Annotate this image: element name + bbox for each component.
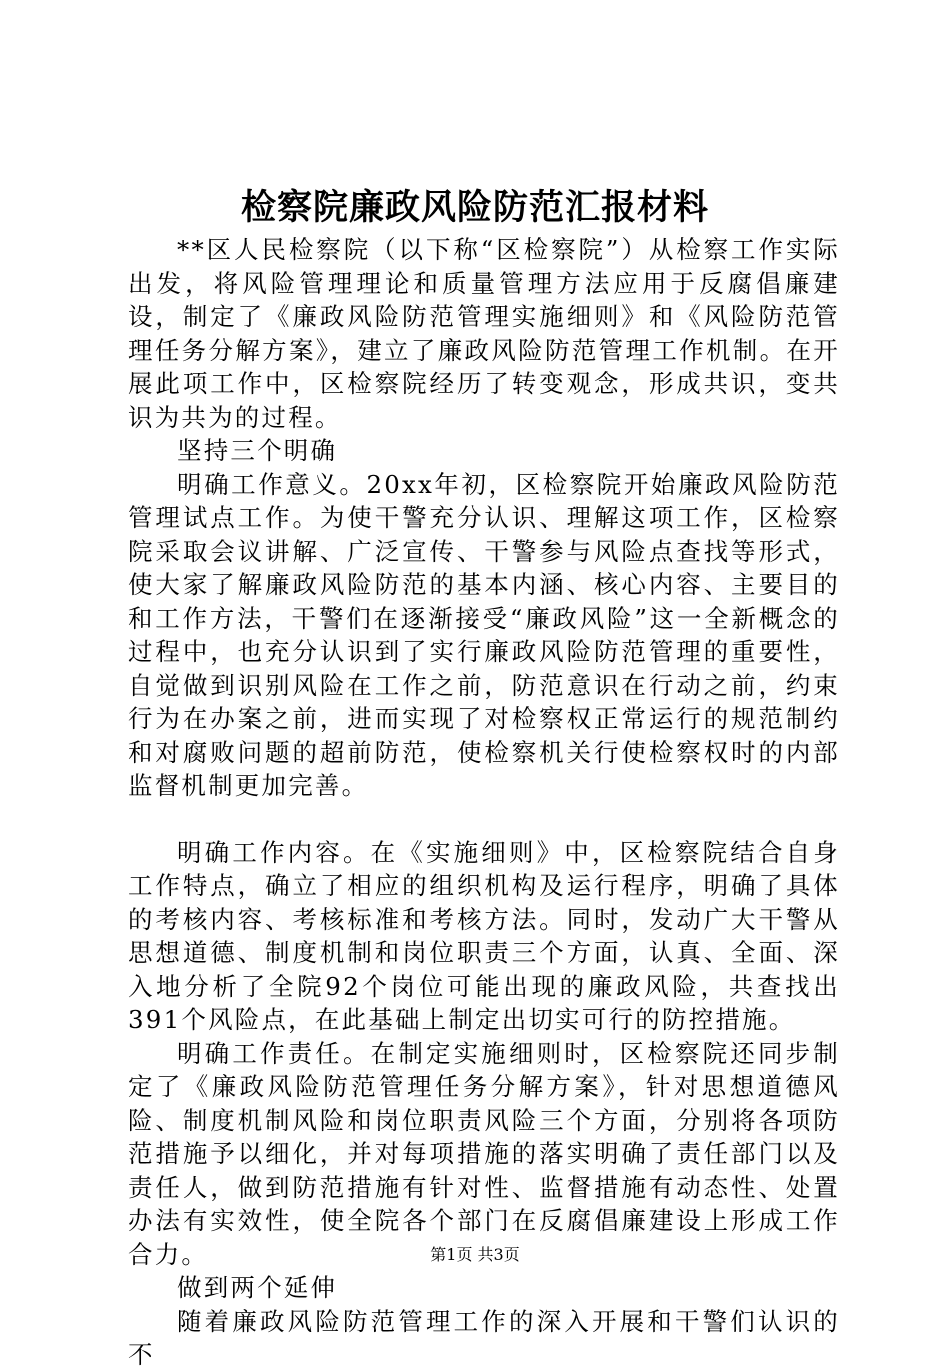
- document-title: 检察院廉政风险防范汇报材料: [240, 187, 709, 228]
- page-number: 第1页: [430, 1245, 473, 1264]
- paragraph-extension-intro: 随着廉政风险防范管理工作的深入开展和干警们认识的不: [128, 1306, 840, 1369]
- page-footer: [0, 1245, 950, 1265]
- section-heading-three-clarifications: 坚持三个明确: [177, 436, 338, 465]
- document-body: [128, 233, 840, 1372]
- section-heading-two-extensions: 做到两个延伸: [177, 1273, 338, 1302]
- paragraph-intro: **区人民检察院（以下称“区检察院”）从检察工作实际出发，将风险管理理论和质量管理方法应用于反腐倡廉建设，制定了《廉政风险防范管理实施细则》和《风险防范管理任务分解方案》，建立了廉政风险防范管理工作机制。在开展此项工作中，区检察院经历了转变观念，形成共识，变共识为共为的过程。: [128, 235, 840, 432]
- paragraph-work-responsibility: 明确工作责任。在制定实施细则时，区检察院还同步制定了《廉政风险防范管理任务分解方案》，针对思想道德风险、制度机制风险和岗位职责风险三个方面，分别将各项防范措施予以细化，并对每项措施的落实明确了责任部门以及责任人，做到防范措施有针对性、监督措施有动态性、处置办法有实效性，使全院各个部门在反腐倡廉建设上形成工作合力。: [128, 1038, 840, 1269]
- page-total: 共3页: [477, 1245, 520, 1264]
- paragraph-work-content: 明确工作内容。在《实施细则》中，区检察院结合自身工作特点，确立了相应的组织机构及运行程序，明确了具体的考核内容、考核标准和考核方法。同时，发动广大干警从思想道德、制度机制和岗位职责三个方面，认真、全面、深入地分析了全院92个岗位可能出现的廉政风险，共查找出391个风险点，在此基础上制定出切实可行的防控措施。: [128, 837, 840, 1034]
- paragraph-work-significance: 明确工作意义。20xx年初，区检察院开始廉政风险防范管理试点工作。为使干警充分认识、理解这项工作，区检察院采取会议讲解、广泛宣传、干警参与风险点查找等形式，使大家了解廉政风险防范的基本内涵、核心内容、主要目的和工作方法，干警们在逐渐接受“廉政风险”这一全新概念的过程中，也充分认识到了实行廉政风险防范管理的重要性，自觉做到识别风险在工作之前，防范意识在行动之前，约束行为在办案之前，进而实现了对检察权正常运行的规范制约和对腐败问题的超前防范，使检察机关行使检察权时的内部监督机制更加完善。: [128, 469, 840, 800]
